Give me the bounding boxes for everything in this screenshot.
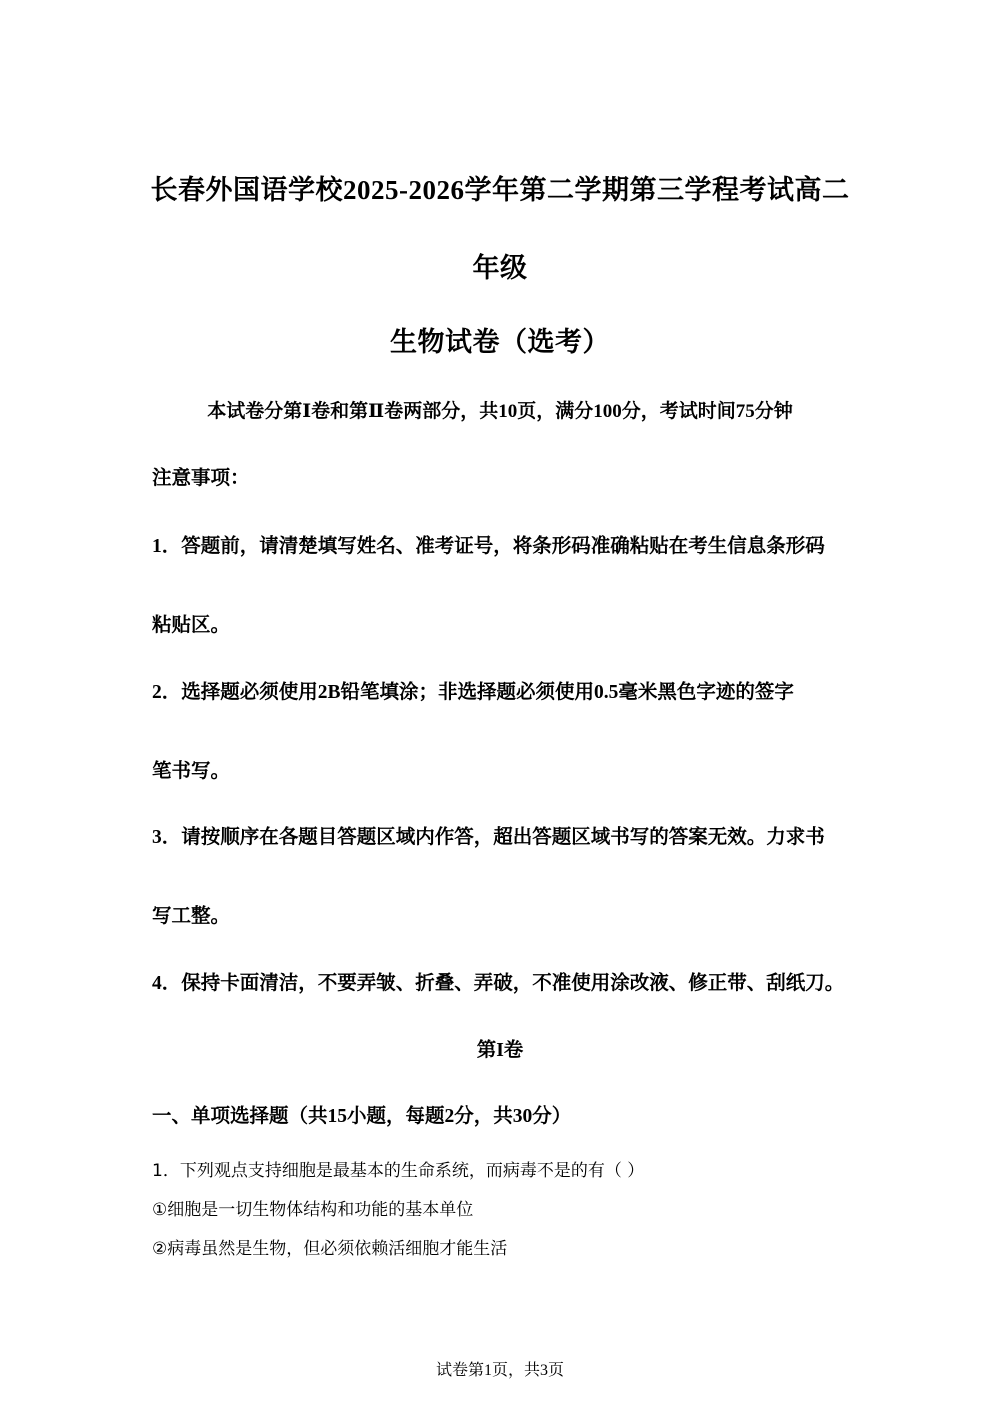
volume-heading: 第I卷 <box>476 1040 524 1061</box>
question-1-stem: 1．下列观点支持细胞是最基本的生命系统，而病毒不是的有（ ） <box>152 1161 645 1181</box>
notice-item-4-line1: 4．保持卡面清洁，不要弄皱、折叠、弄破，不准使用涂改液、修正带、刮纸刀。 <box>152 973 845 994</box>
section-heading: 一、单项选择题（共15小题，每题2分，共30分） <box>152 1106 572 1127</box>
question-1-option-2: ②病毒虽然是生物，但必须依赖活细胞才能生活 <box>152 1239 508 1259</box>
notice-item-2-line2: 笔书写。 <box>152 761 231 782</box>
question-1-option-1: ①细胞是一切生物体结构和功能的基本单位 <box>152 1200 474 1220</box>
exam-subtitle: 生物试卷（选考） <box>390 327 610 357</box>
page-footer: 试卷第1页，共3页 <box>435 1362 564 1379</box>
notice-item-2-line1: 2．选择题必须使用2B铅笔填涂；非选择题必须使用0.5毫米黑色字迹的签字 <box>152 682 794 703</box>
exam-title-line2: 年级 <box>472 253 528 283</box>
notice-item-3-line2: 写工整。 <box>152 906 231 927</box>
exam-title-line1: 长春外国语学校2025-2026学年第二学期第三学程考试高二 <box>150 175 850 205</box>
notice-item-1-line1: 1．答题前，请清楚填写姓名、准考证号，将条形码准确粘贴在考生信息条形码 <box>152 536 825 557</box>
notice-item-1-line2: 粘贴区。 <box>152 615 231 636</box>
notice-heading: 注意事项： <box>152 468 250 489</box>
notice-item-3-line1: 3．请按顺序在各题目答题区域内作答，超出答题区域书写的答案无效。力求书 <box>152 827 825 848</box>
exam-info: 本试卷分第Ⅰ卷和第Ⅱ卷两部分，共10页，满分100分，考试时间75分钟 <box>207 401 793 422</box>
